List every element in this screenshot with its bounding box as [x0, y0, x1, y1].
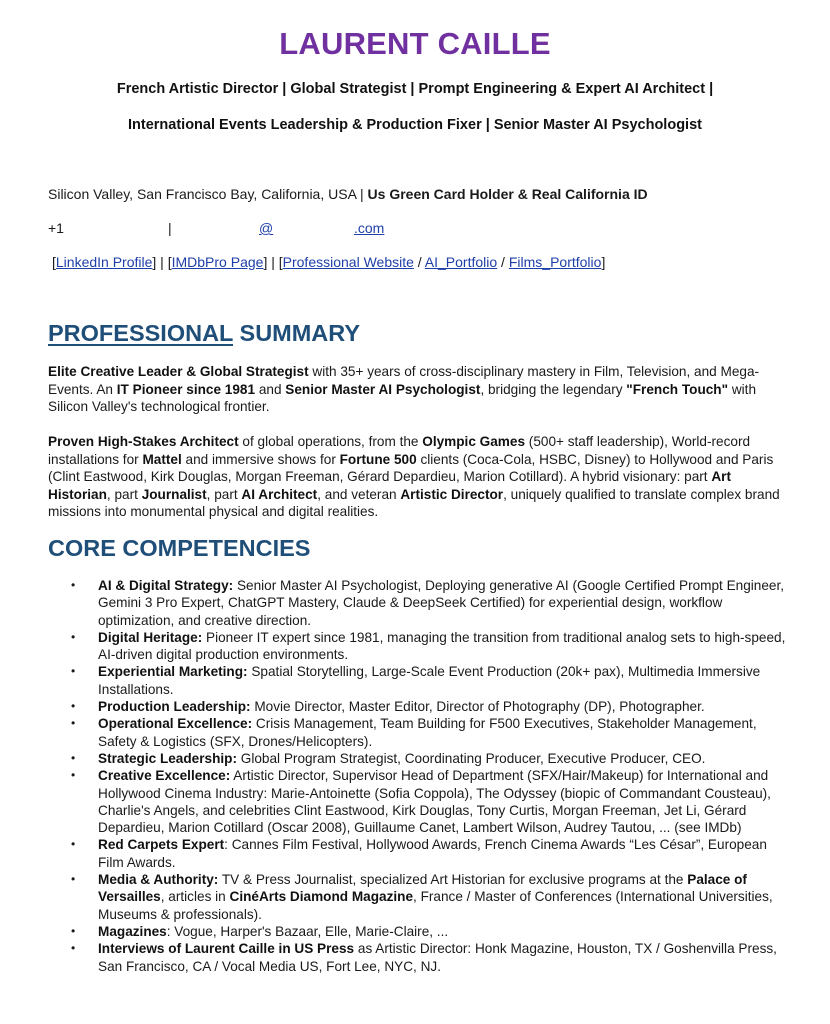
competencies-list — [48, 577, 788, 975]
bullet-icon: • — [71, 664, 76, 679]
bold-text: Mattel — [142, 451, 182, 467]
text: of global operations, from the — [238, 434, 423, 449]
competency-item — [48, 629, 788, 664]
separator: / — [413, 254, 425, 270]
text: , part — [106, 486, 142, 502]
bold-text: Elite Creative Leader & Global Strategist — [48, 364, 309, 379]
text: , uniquely qualified to translate complex brand missions into monumental physical and digital realities. — [48, 486, 780, 519]
text: clients (Coca-Cola, HSBC, Disney) to Hollywood and Paris (Clint Eastwood, Kirk Douglas, Morgan Freeman, Gérard Depardieu, Marion Cotillard). A hybrid visionary: part — [48, 451, 774, 484]
competency-item — [48, 940, 788, 975]
bold-text: "French Touch" — [626, 381, 729, 397]
bold-text: AI Architect — [241, 486, 318, 502]
text: , France / Master of Conferences (International Universities, Museums & professionals). — [98, 889, 773, 922]
tagline-line-2: International Events Leadership & Production Fixer | Senior Master AI Psychologist — [128, 117, 702, 133]
bullet-icon: • — [71, 768, 76, 783]
bold-text: AI & Digital Strategy: — [98, 578, 234, 593]
text: TV & Press Journalist, specialized Art Historian for exclusive programs at the — [218, 872, 688, 888]
bold-text: Creative Excellence: — [98, 768, 231, 784]
text: , bridging the legendary — [480, 381, 627, 397]
bracket: [ — [52, 254, 56, 270]
bold-text: Strategic Leadership: — [98, 750, 237, 766]
text: , and veteran — [317, 486, 401, 502]
competency-item — [48, 698, 788, 715]
bullet-icon: • — [71, 837, 76, 852]
imdbpro-page-link[interactable]: IMDbPro Page — [171, 254, 264, 270]
professional-summary-heading — [48, 320, 360, 347]
text: as Artistic Director: Honk Magazine, Houston, TX / Goshenvilla Press, San Francisco, CA / Vocal Media US, Fort Lee, NYC, NJ. — [98, 941, 777, 974]
separator: | — [168, 220, 172, 236]
bold-text: Fortune 500 — [339, 451, 417, 467]
text: : Cannes Film Festival, Hollywood Awards, French Cinema Awards “Les César”, European Film Awards. — [98, 837, 767, 870]
bold-text: Production Leadership: — [98, 699, 251, 715]
bullet-icon: • — [71, 872, 76, 887]
text: and immersive shows for — [181, 451, 340, 467]
bold-text: Red Carpets Expert — [98, 837, 225, 853]
heading-underlined-part: PROFESSIONAL — [48, 320, 233, 346]
bold-text: Olympic Games — [422, 434, 526, 449]
email-link-at[interactable]: @ — [259, 220, 274, 236]
professional-website-link[interactable]: Professional Website — [282, 254, 414, 270]
summary-paragraph-2 — [48, 433, 788, 521]
text: (500+ staff leadership), World-record installations for — [48, 434, 751, 467]
text: Artistic Director, Supervisor Head of Department (SFX/Hair/Makeup) for International and Hollywood Cinema Industry: Marie-Antoinette (Sofia Coppola), The Odyssey (biopic of Commandant Cousteau), Charlie's Angels, and celebrities Clint Eastwood, Kirk Douglas, Tony Curtis, Morgan Freeman, Jet Li, Gérard Depardieu, Marion Cotillard (Oscar 2008), Guillaume Canet, Lambert Wilson, Audrey Tautou, ... (see IMDb) — [98, 768, 771, 836]
text: Spatial Storytelling, Large-Scale Event Production (20k+ pax), Multimedia Immersive Installations. — [98, 664, 761, 697]
bullet-icon: • — [71, 750, 76, 765]
bold-text: Senior Master AI Psychologist — [285, 381, 481, 397]
bold-text: Palace of Versailles — [98, 872, 747, 905]
bold-text: Media & Authority: — [98, 872, 219, 888]
competency-item — [48, 577, 788, 629]
bullet-icon: • — [71, 629, 76, 644]
competency-item — [48, 663, 788, 698]
competency-item — [48, 871, 788, 923]
bold-text: CinéArts Diamond Magazine — [229, 889, 414, 905]
competency-item — [48, 750, 788, 767]
competency-item — [48, 923, 788, 940]
bracket: ] — [601, 254, 606, 270]
films-portfolio-link[interactable]: Films_Portfolio — [508, 254, 602, 270]
bold-text: IT Pioneer since 1981 — [116, 381, 256, 397]
email-link-domain[interactable]: .com — [354, 220, 385, 236]
location-text: Silicon Valley, San Francisco Bay, California, USA | — [48, 186, 368, 202]
candidate-name: LAURENT CAILLE — [279, 26, 551, 61]
competency-item — [48, 836, 788, 871]
separator: ] | [ — [152, 254, 172, 270]
linkedin-profile-link[interactable]: LinkedIn Profile — [55, 254, 153, 270]
location-line — [48, 186, 648, 202]
bold-text: Operational Excellence: — [98, 716, 253, 732]
text: Senior Master AI Psychologist, Deploying generative AI (Google Certified Prompt Engineer, Gemini 3 Pro Expert, ChatGPT Mastery, Claude & DeepSeek Certified) for experiential design, workflow optimization, and creative direction. — [98, 578, 785, 628]
text: Crisis Management, Team Building for F500 Executives, Stakeholder Management, Safety & Logistics (SFX, Drones/Helicopters). — [98, 716, 757, 749]
separator: ] | [ — [263, 254, 283, 270]
bullet-icon: • — [71, 941, 76, 956]
bullet-icon: • — [71, 716, 76, 731]
text: and — [255, 381, 286, 397]
bold-text: Art Historian — [48, 469, 731, 502]
core-competencies-heading: CORE COMPETENCIES — [48, 535, 311, 561]
text: Pioneer IT expert since 1981, managing the transition from traditional analog sets to high-speed, AI-driven digital production environments. — [98, 629, 786, 663]
text: , articles in — [160, 889, 230, 905]
bold-text: Experiential Marketing: — [98, 664, 248, 680]
bold-text: Interviews of Laurent Caille in US Press — [98, 941, 355, 957]
summary-paragraph-1 — [48, 363, 788, 416]
text: , part — [206, 486, 242, 502]
heading-rest: SUMMARY — [232, 320, 361, 346]
bullet-icon: • — [71, 578, 76, 592]
tagline-line-1: French Artistic Director | Global Strategist | Prompt Engineering & Expert AI Architect | — [116, 81, 714, 97]
text: Global Program Strategist, Coordinating Producer, Executive Producer, CEO. — [237, 750, 706, 766]
residency-status: Us Green Card Holder & Real California ID — [367, 186, 648, 202]
bold-text: Magazines — [98, 923, 167, 939]
separator: / — [497, 254, 509, 270]
bullet-icon: • — [71, 923, 76, 938]
bold-text: Proven High-Stakes Architect — [48, 434, 239, 449]
links-line — [52, 254, 605, 270]
text: : Vogue, Harper's Bazaar, Elle, Marie-Claire, ... — [166, 923, 449, 939]
text: with Silicon Valley's technological frontier. — [48, 381, 757, 414]
bold-text: Journalist — [141, 486, 207, 502]
text: with 35+ years of cross-disciplinary mastery in Film, Television, and Mega-Events. An — [48, 364, 760, 397]
text: Movie Director, Master Editor, Director of Photography (DP), Photographer. — [250, 699, 705, 715]
competency-item — [48, 767, 788, 836]
phone-number: +1 — [48, 220, 64, 236]
competency-item — [48, 715, 788, 750]
bold-text: Digital Heritage: — [98, 629, 203, 645]
ai-portfolio-link[interactable]: AI_Portfolio — [424, 254, 498, 270]
bullet-icon: • — [71, 699, 76, 714]
bold-text: Artistic Director — [400, 486, 504, 502]
